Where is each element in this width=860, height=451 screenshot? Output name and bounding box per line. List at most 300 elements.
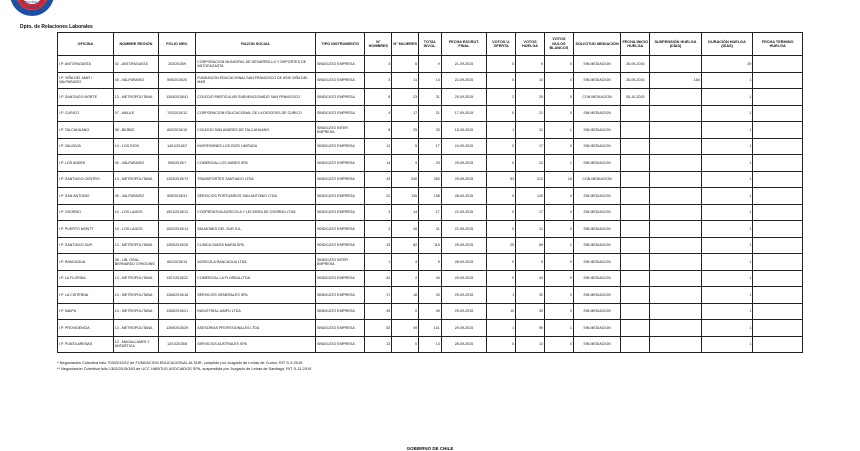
table-cell: I.P. SAN ANTONIO	[58, 188, 114, 205]
table-cell: 22	[516, 155, 545, 172]
table-cell: SERVICIOS GENERALES SPA	[196, 287, 316, 304]
table-cell: SIN MEDIACION	[573, 155, 620, 172]
table-cell	[621, 303, 650, 320]
table-cell: 1	[544, 237, 573, 254]
footnote-2: ** Negociación Colectiva folio 1302/2015/183 de UCC HABITUS ASOCIADOS SPA, suspendida por Juzgado de Letras de Santiago, RIT S-11-2015	[57, 365, 312, 371]
section-title: Dpto. de Relaciones Laborales	[20, 24, 93, 30]
table-cell: 101	[419, 320, 442, 337]
table-cell: 17	[516, 138, 545, 155]
table-cell: SINDICATO EMPRESA	[315, 105, 365, 122]
table-row	[58, 237, 803, 254]
table-cell: 13 - METROPOLITANA	[113, 237, 158, 254]
table-cell: 0	[544, 204, 573, 221]
table-cell	[650, 56, 702, 73]
table-cell	[753, 188, 803, 205]
table-cell: 3	[365, 56, 392, 73]
table-cell: 1303/2015/73	[159, 171, 196, 188]
table-cell: TRANSPORTES SANTIAGO LTDA	[196, 171, 316, 188]
table-cell: 1	[701, 204, 753, 221]
table-cell: 505/2015/31	[159, 188, 196, 205]
table-cell	[650, 105, 702, 122]
table-cell	[621, 221, 650, 238]
table-cell: 29-09-2015	[441, 171, 486, 188]
table-cell: 31	[419, 89, 442, 106]
table-cell: 1	[701, 188, 753, 205]
table-cell: I.P. VIÑA DEL MAR / VALPARAISO	[58, 72, 114, 89]
table-cell: FUNDACION EDUCACIONAL SAN FRANCISCO DE ASIS VIÑA DEL MAR	[196, 72, 316, 89]
table-cell: 17	[392, 105, 419, 122]
table-cell: 02 - ANTOFAGASTA	[113, 56, 158, 73]
table-cell	[650, 221, 702, 238]
table-cell: I.P. PUERTO MONTT	[58, 221, 114, 238]
table-cell: 42	[365, 270, 392, 287]
table-cell: 1309/2015/29	[159, 320, 196, 337]
table-cell: 1	[701, 105, 753, 122]
table-cell: COOPERATIVA AGRICOLA Y LECHERA DE OSORNO LTDA	[196, 204, 316, 221]
table-row	[58, 287, 803, 304]
table-cell: I.P. ANTOFAGASTA	[58, 56, 114, 73]
table-cell: 0	[487, 56, 516, 73]
table-cell: 1	[701, 221, 753, 238]
table-cell: SIN MEDIACION	[573, 336, 620, 353]
table-cell	[753, 320, 803, 337]
table-cell	[650, 320, 702, 337]
table-row	[58, 254, 803, 271]
table-cell	[621, 270, 650, 287]
table-cell: 702/2015/12	[159, 105, 196, 122]
table-cell	[650, 287, 702, 304]
table-cell: SIN MEDIACION	[573, 320, 620, 337]
table-cell: 1	[487, 320, 516, 337]
table-cell: 21-09-2015	[441, 56, 486, 73]
table-cell: 505/2015/7	[159, 155, 196, 172]
table-cell: 1307/2015/22	[159, 270, 196, 287]
table-cell: 99	[516, 320, 545, 337]
table-cell: 22-09-2015	[441, 204, 486, 221]
table-cell: 08 - BIOBIO	[113, 122, 158, 139]
table-cell: 240	[392, 171, 419, 188]
table-cell: 0	[544, 188, 573, 205]
footnote-1: * Negociación Colectiva folio 703/2015/12 de FUNDACION EDUCACIONAL ALTAIR, cumplido por Juzgado de Letras de Curicó, RIT S-3-2015	[57, 360, 303, 365]
table-cell: I.P. SANTIAGO NORTE	[58, 89, 114, 106]
table-cell: 2	[392, 270, 419, 287]
table-cell	[753, 204, 803, 221]
table-cell: SIN MEDIACION	[573, 254, 620, 271]
table-cell: 1	[487, 287, 516, 304]
table-cell: 115	[419, 237, 442, 254]
table-cell: 28-09-2015	[441, 336, 486, 353]
table-row	[58, 270, 803, 287]
table-cell: 1401/2015/7	[159, 138, 196, 155]
table-cell: I.P. LA CISTERNA	[58, 287, 114, 304]
table-cell: SIN MEDIACION	[573, 221, 620, 238]
column-header: SOLICITUD MEDIACIÓN	[573, 33, 620, 56]
table-cell: 25	[487, 237, 516, 254]
table-cell: 17-09-2015	[441, 105, 486, 122]
table-row	[58, 138, 803, 155]
table-cell: I.P. CURICO	[58, 105, 114, 122]
table-cell: 1001/2015/12	[159, 204, 196, 221]
table-cell: SINDICATO EMPRESA	[315, 320, 365, 337]
table-cell: 0	[544, 138, 573, 155]
table-cell	[753, 237, 803, 254]
table-cell: 0	[544, 303, 573, 320]
table-cell	[753, 138, 803, 155]
column-header: OFICINA	[58, 33, 114, 56]
table-cell: 28-09-2015	[621, 72, 650, 89]
table-cell: SERVICIOS AUSTRALES SPA	[196, 336, 316, 353]
table-cell: 283	[419, 171, 442, 188]
table-cell: 3	[365, 204, 392, 221]
table-cell: I.P. RANCAGUA	[58, 254, 114, 271]
table-cell	[753, 221, 803, 238]
table-cell	[621, 105, 650, 122]
table-cell: 22-09-2015	[441, 221, 486, 238]
table-cell: I.P. PUNTA ARENAS	[58, 336, 114, 353]
table-cell: 1	[544, 155, 573, 172]
table-cell: 29-09-2015	[441, 320, 486, 337]
table-cell: SINDICATO EMPRESA	[315, 270, 365, 287]
table-cell: 29-09-2015	[441, 303, 486, 320]
table-cell	[753, 303, 803, 320]
table-row	[58, 122, 803, 139]
table-cell	[621, 204, 650, 221]
column-header: VOTOS HUELGA	[516, 33, 545, 56]
table-cell: 1	[701, 171, 753, 188]
table-cell: SINDICATO EMPRESA	[315, 303, 365, 320]
table-cell	[650, 254, 702, 271]
table-cell: 5	[419, 254, 442, 271]
table-cell: I.P. TALCAHUANO	[58, 122, 114, 139]
table-cell: 10 - LOS LAGOS	[113, 204, 158, 221]
table-cell: SIN MEDIACION	[573, 72, 620, 89]
table-cell: 8	[365, 122, 392, 139]
table-cell: 25	[392, 122, 419, 139]
logo-text-1: Dirección del	[20, 0, 44, 4]
table-cell: ASESORIAS PROFESIONALES LTDA	[196, 320, 316, 337]
table-cell: 28-09-2015	[441, 188, 486, 205]
table-cell: 14	[419, 72, 442, 89]
table-cell: 13	[419, 336, 442, 353]
table-cell: 0	[487, 72, 516, 89]
table-cell: 1305/2015/25	[159, 237, 196, 254]
table-cell	[753, 270, 803, 287]
table-cell: I.P. SANTIAGO CENTRO	[58, 171, 114, 188]
table-cell: COLEGIO SAN ANDRES DE TALCAHUANO	[196, 122, 316, 139]
table-cell: SINDICATO EMPRESA	[315, 155, 365, 172]
table-cell: 17	[419, 204, 442, 221]
table-cell: 22-09-2015	[441, 72, 486, 89]
table-cell: 14	[516, 72, 545, 89]
table-cell: 24-09-2015	[441, 138, 486, 155]
table-cell	[753, 336, 803, 353]
table-cell: 29-09-2015	[441, 237, 486, 254]
table-cell: 28-09-2015	[441, 254, 486, 271]
table-cell: 4	[392, 254, 419, 271]
table-cell	[753, 72, 803, 89]
table-cell: 0	[392, 303, 419, 320]
column-header: TOTAL INVOL.	[419, 33, 442, 56]
table-cell: SINDICATO EMPRESA	[315, 171, 365, 188]
table-cell: I.P. VALDIVIA	[58, 138, 114, 155]
table-cell: I.P. OSORNO	[58, 204, 114, 221]
table-cell	[621, 171, 650, 188]
table-cell: 0	[487, 336, 516, 353]
table-cell: 44	[516, 270, 545, 287]
table-cell	[753, 155, 803, 172]
table-cell: 29	[516, 89, 545, 106]
table-cell: 49	[365, 303, 392, 320]
table-cell: COMERCIAL LA FLORIDA LTDA	[196, 270, 316, 287]
table-cell: 82	[392, 237, 419, 254]
table-row	[58, 336, 803, 353]
column-header: N° HOMBRES	[365, 33, 392, 56]
table-cell: 23	[392, 89, 419, 106]
table-cell: 1	[544, 122, 573, 139]
table-cell: 05 - VALPARAISO	[113, 155, 158, 172]
table-cell: 5	[392, 138, 419, 155]
table-cell: SINDICATO EMPRESA	[315, 237, 365, 254]
table-cell: 13	[516, 336, 545, 353]
table-cell: 44	[419, 270, 442, 287]
table-cell: 17	[516, 204, 545, 221]
table-cell: 0	[544, 287, 573, 304]
table-cell: 1	[544, 320, 573, 337]
table-row	[58, 204, 803, 221]
table-cell: 52	[365, 320, 392, 337]
table-cell: 1304/2015/41	[159, 89, 196, 106]
table-cell: 31	[419, 221, 442, 238]
table-cell: 1	[701, 72, 753, 89]
table-cell: 212	[516, 171, 545, 188]
table-cell: 0	[544, 254, 573, 271]
footnotes	[57, 360, 311, 371]
table-cell: 0	[487, 204, 516, 221]
table-cell	[650, 270, 702, 287]
table-cell	[753, 122, 803, 139]
table-cell: SIN MEDIACION	[573, 303, 620, 320]
table-row	[58, 56, 803, 73]
table-cell: 10	[487, 303, 516, 320]
table-cell: 53	[487, 171, 516, 188]
table-cell: 33	[419, 287, 442, 304]
table-cell: SINDICATO EMPRESA	[315, 56, 365, 73]
table-cell: 1201/2015/8	[159, 336, 196, 353]
table-cell: 07 - MAULE	[113, 105, 158, 122]
column-header: NOMBRE REGIÓN	[113, 33, 158, 56]
table-cell: 0	[392, 336, 419, 353]
table-cell: SALMONES DEL SUR S.A.	[196, 221, 316, 238]
table-cell	[650, 204, 702, 221]
table-cell: 1	[701, 336, 753, 353]
table-cell: 0	[544, 89, 573, 106]
table-cell: 31	[516, 221, 545, 238]
table-cell: 602/2015/13	[159, 254, 196, 271]
table-cell: 1306/2015/18	[159, 287, 196, 304]
table-cell: 1002/2015/14	[159, 221, 196, 238]
column-header: VOTOS NULOS BLANCOS	[544, 33, 573, 56]
table-cell: 9	[419, 56, 442, 73]
table-cell: 0	[487, 221, 516, 238]
table-cell: I.P. LA FLORIDA	[58, 270, 114, 287]
table-cell: SIN MEDIACION	[573, 56, 620, 73]
table-cell: 05-10-2015	[621, 89, 650, 106]
table-cell: 0	[544, 221, 573, 238]
column-header: FECHA TERMINO HUELGA	[753, 33, 803, 56]
table-row	[58, 221, 803, 238]
table-cell: 18	[544, 171, 573, 188]
table-cell: 43	[365, 171, 392, 188]
table-cell: 3	[365, 221, 392, 238]
table-cell: 31	[516, 122, 545, 139]
table-cell: 13 - METROPOLITANA	[113, 89, 158, 106]
table-cell: SIN MEDIACION	[573, 204, 620, 221]
table-cell: 2	[487, 89, 516, 106]
table-cell: 11	[392, 72, 419, 89]
table-cell: 13	[365, 336, 392, 353]
table-cell	[621, 287, 650, 304]
table-cell: 33	[365, 237, 392, 254]
table-cell: 802/2015/15	[159, 122, 196, 139]
table-cell	[621, 336, 650, 353]
table-cell: 158	[419, 188, 442, 205]
table-cell: 05 - VALPARAISO	[113, 72, 158, 89]
table-cell: 29-09-2015	[441, 155, 486, 172]
table-cell: SINDICATO INTER EMPRESA	[315, 254, 365, 271]
table-cell: 1	[701, 89, 753, 106]
table-row	[58, 171, 803, 188]
column-header: FOLIO NEG.	[159, 33, 196, 56]
table-cell	[621, 122, 650, 139]
table-cell: 13 - METROPOLITANA	[113, 303, 158, 320]
table-cell: 505/2015/20	[159, 72, 196, 89]
table-cell: 1	[701, 155, 753, 172]
table-cell: SINDICATO EMPRESA	[315, 287, 365, 304]
table-row	[58, 89, 803, 106]
table-cell: I.P. MAIPU	[58, 303, 114, 320]
table-cell: CON MEDIACION	[573, 89, 620, 106]
table-cell: SINDICATO EMPRESA	[315, 221, 365, 238]
column-header: FECHA INICIO HUELGA	[621, 33, 650, 56]
table-cell: SIN MEDIACION	[573, 122, 620, 139]
table-cell: 3	[365, 72, 392, 89]
table-cell: 16	[392, 287, 419, 304]
table-cell: 15-09-2015	[441, 122, 486, 139]
table-cell: 17	[419, 138, 442, 155]
table-cell: 1	[701, 303, 753, 320]
table-cell: 0	[544, 105, 573, 122]
table-cell: 0	[544, 270, 573, 287]
table-cell: SERVICIOS PORTUARIOS SAN ANTONIO LTDA	[196, 188, 316, 205]
table-cell: CORPORACION EDUCACIONAL DE LA DIOCESIS DE CURICO	[196, 105, 316, 122]
table-cell: SINDICATO EMPRESA	[315, 89, 365, 106]
table-cell: SIN MEDIACION	[573, 138, 620, 155]
table-cell: SIN MEDIACION	[573, 188, 620, 205]
table-cell	[753, 254, 803, 271]
table-cell	[621, 155, 650, 172]
table-cell: 149	[516, 188, 545, 205]
table-cell: 13 - METROPOLITANA	[113, 171, 158, 188]
table-cell: 1	[701, 254, 753, 271]
table-cell	[650, 336, 702, 353]
table-cell: 1308/2015/21	[159, 303, 196, 320]
table-cell: I.P. PROVIDENCIA	[58, 320, 114, 337]
table-cell: 29-09-2015	[441, 89, 486, 106]
table-cell: 1	[365, 254, 392, 271]
table-cell	[650, 171, 702, 188]
table-cell: 184	[650, 72, 702, 89]
table-cell: 32	[516, 287, 545, 304]
table-cell: I.P. SANTIAGO SUR	[58, 237, 114, 254]
table-cell: SINDICATO EMPRESA	[315, 72, 365, 89]
table-cell: 203/2015/9	[159, 56, 196, 73]
table-cell	[650, 303, 702, 320]
column-header: TIPO INSTRUMENTO	[315, 33, 365, 56]
table-cell	[753, 287, 803, 304]
table-cell: 12	[365, 138, 392, 155]
table-cell: 1	[701, 287, 753, 304]
table-cell: 29	[701, 56, 753, 73]
table-cell: 05 - VALPARAISO	[113, 188, 158, 205]
table-cell: 21	[516, 105, 545, 122]
table-cell: 22	[365, 188, 392, 205]
table-cell: 29-09-2015	[441, 287, 486, 304]
table-cell: CON MEDIACION	[573, 171, 620, 188]
table-cell: 0	[487, 155, 516, 172]
table-cell: 0	[487, 254, 516, 271]
table-cell: SINDICATO INTER EMPRESA	[315, 122, 365, 139]
table-cell: 13 - METROPOLITANA	[113, 320, 158, 337]
table-cell: 29-09-2015	[441, 270, 486, 287]
table-cell	[621, 320, 650, 337]
table-cell: 89	[516, 237, 545, 254]
column-header: VOTOS U. OFERTA	[487, 33, 516, 56]
table-cell: INVERSIONES LOS RIOS LIMITADA	[196, 138, 316, 155]
table-cell	[753, 56, 803, 73]
table-cell	[621, 237, 650, 254]
table-cell: AGRICOLA RANCAGUA LTDA	[196, 254, 316, 271]
table-cell: 136	[392, 188, 419, 205]
table-cell: 5	[516, 254, 545, 271]
table-cell: SINDICATO EMPRESA	[315, 204, 365, 221]
table-cell	[650, 155, 702, 172]
table-row	[58, 155, 803, 172]
table-cell: COMERCIAL LOS ANDES SPA	[196, 155, 316, 172]
table-cell: INDUSTRIAL MAIPU LTDA	[196, 303, 316, 320]
column-header: RAZON SOCIAL	[196, 33, 316, 56]
table-cell: 49	[419, 303, 442, 320]
table-cell: I.P. LOS ANDES	[58, 155, 114, 172]
table-cell: 9	[487, 188, 516, 205]
table-cell: 21	[419, 105, 442, 122]
table-cell: 13 - METROPOLITANA	[113, 287, 158, 304]
table-cell: 17	[365, 287, 392, 304]
table-cell: 39	[516, 303, 545, 320]
logo-text-2: Trabajo	[25, 4, 39, 9]
table-cell: CLINICA SANTA MARIA SPA	[196, 237, 316, 254]
table-cell: 0	[487, 105, 516, 122]
table-cell: SINDICATO EMPRESA	[315, 138, 365, 155]
table-cell	[650, 237, 702, 254]
table-row	[58, 188, 803, 205]
table-header-row	[58, 33, 803, 56]
table-cell	[753, 171, 803, 188]
table-cell: 4	[365, 105, 392, 122]
table-cell: SIN MEDIACION	[573, 270, 620, 287]
table-cell: SIN MEDIACION	[573, 105, 620, 122]
table-cell: 13 - METROPOLITANA	[113, 270, 158, 287]
table-cell: 1	[701, 122, 753, 139]
